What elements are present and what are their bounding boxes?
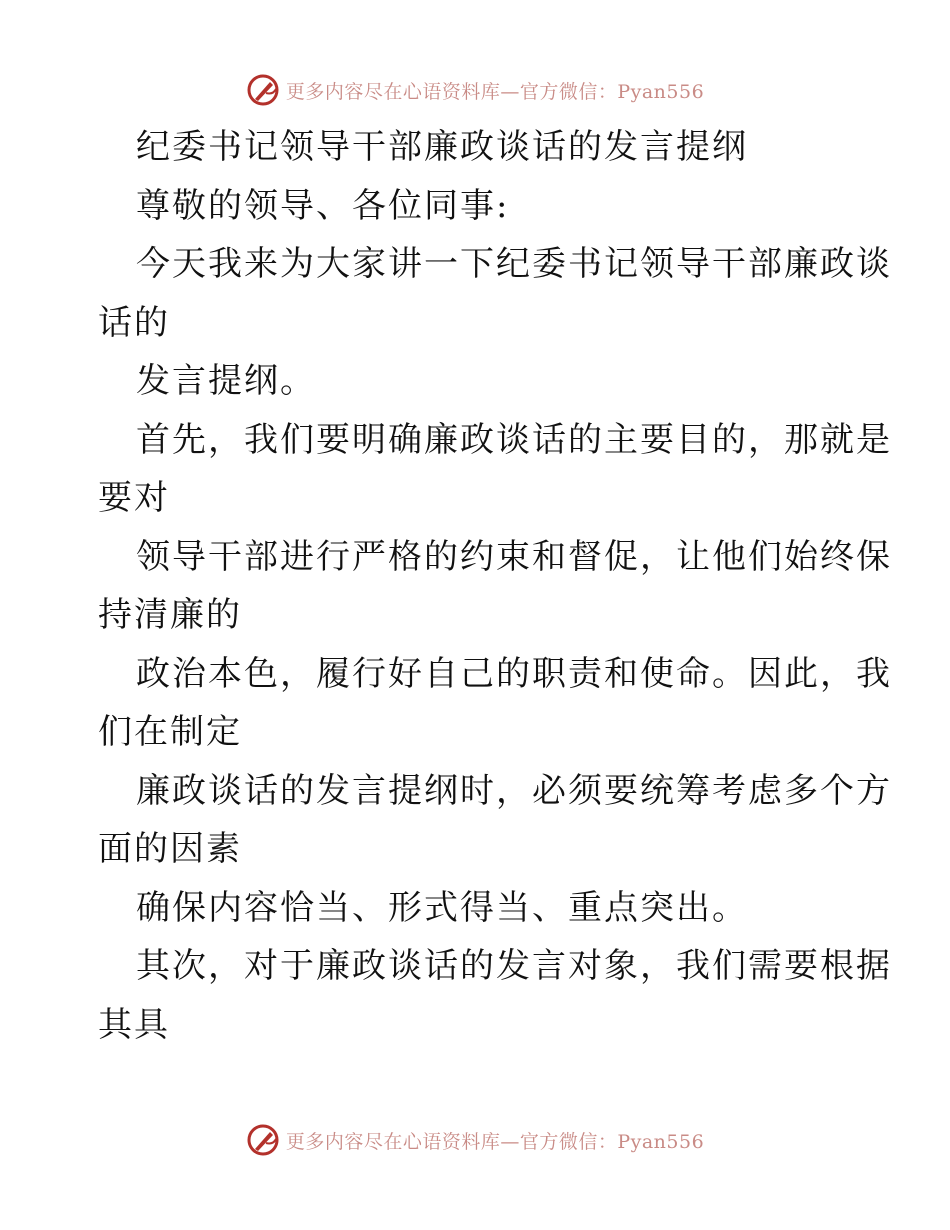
text-line: 政治本色，履行好自己的职责和使命。因此，我 xyxy=(136,653,892,694)
brand-logo-icon xyxy=(246,1123,280,1157)
text-line: 确保内容恰当、形式得当、重点突出。 xyxy=(136,887,748,928)
document-body xyxy=(98,118,892,1054)
text-line: 面的因素 xyxy=(98,829,242,869)
header-banner xyxy=(0,70,950,110)
text-line: 话的 xyxy=(98,302,170,343)
text-line: 其具 xyxy=(98,1004,170,1045)
text-line: 廉政谈话的发言提纲时，必须要统筹考虑多个方 xyxy=(136,770,892,811)
text-line: 纪委书记领导干部廉政谈话的发言提纲 xyxy=(136,127,748,167)
banner-text: 更多内容尽在心语资料库—官方微信：Pyan556 xyxy=(285,1130,705,1153)
text-line: 今天我来为大家讲一下纪委书记领导干部廉政谈 xyxy=(136,244,892,284)
text-line: 持清廉的 xyxy=(98,595,242,635)
banner-text: 更多内容尽在心语资料库—官方微信：Pyan556 xyxy=(285,80,705,103)
text-line: 领导干部进行严格的约束和督促，让他们始终保 xyxy=(136,536,892,577)
text-line: 尊敬的领导、各位同事: xyxy=(136,185,510,226)
text-line: 发言提纲。 xyxy=(136,361,316,401)
text-line: 要对 xyxy=(98,478,170,518)
text-line: 其次，对于廉政谈话的发言对象，我们需要根据 xyxy=(136,946,892,986)
footer-banner xyxy=(0,1120,950,1160)
text-line: 们在制定 xyxy=(98,712,242,752)
text-line: 首先，我们要明确廉政谈话的主要目的，那就是 xyxy=(136,419,892,460)
brand-logo-icon xyxy=(246,73,280,107)
